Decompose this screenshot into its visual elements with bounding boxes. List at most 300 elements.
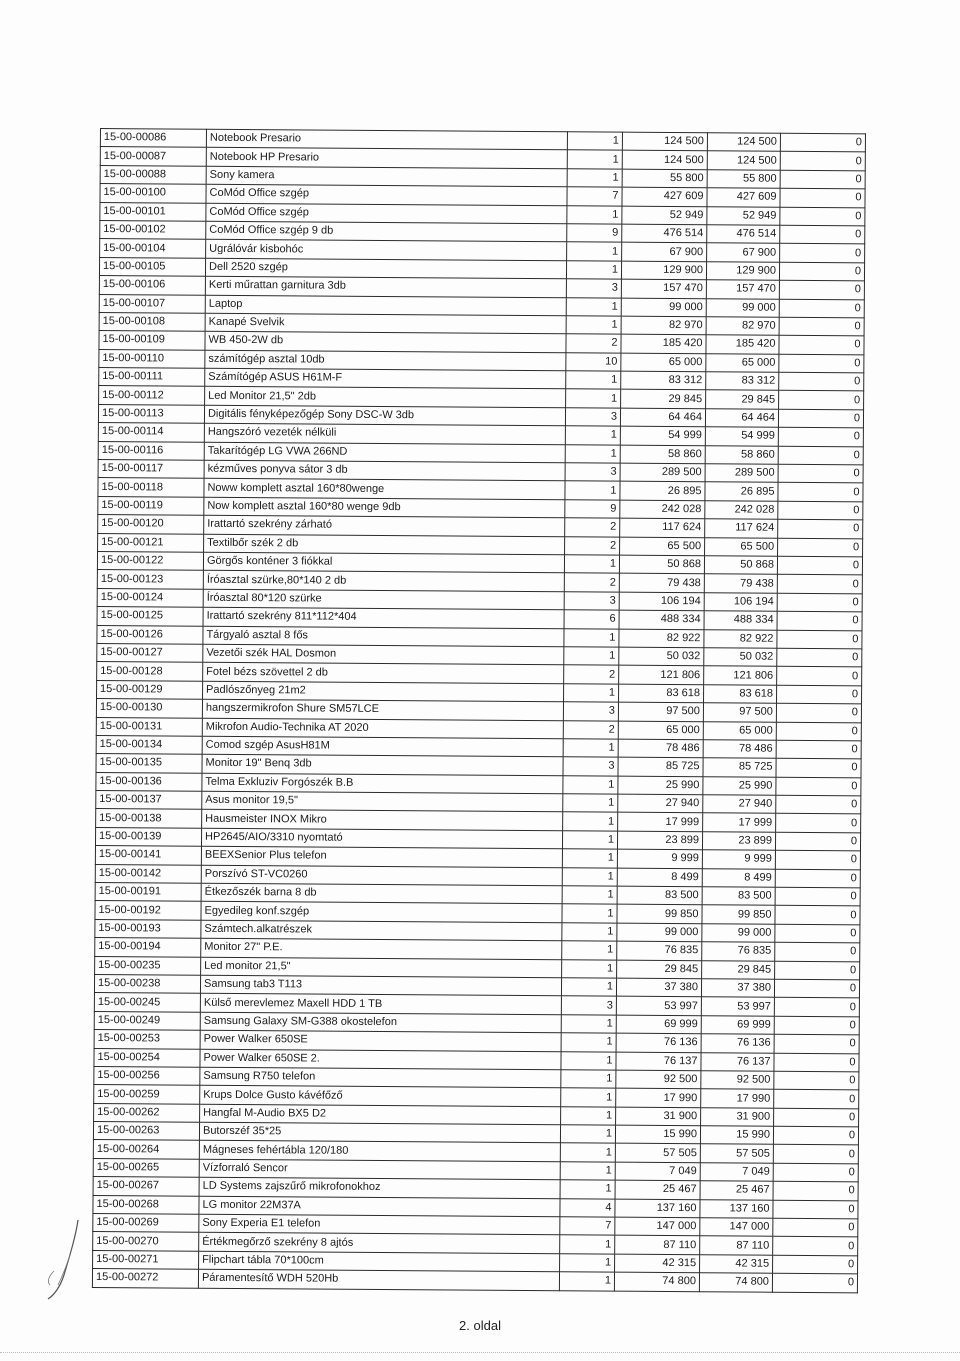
gross-value-cell: 42 315 xyxy=(615,1254,700,1273)
item-name-cell: Samsung R750 telefon xyxy=(200,1067,561,1088)
quantity-cell: 1 xyxy=(562,941,617,960)
gross-value-cell: 65 000 xyxy=(621,353,706,372)
net-value-cell: 0 xyxy=(773,1181,858,1200)
net-value-cell: 0 xyxy=(780,170,865,189)
depreciation-cell: 242 028 xyxy=(705,501,778,520)
item-name-cell: Monitor 19" Benq 3db xyxy=(202,755,563,776)
depreciation-cell: 67 900 xyxy=(707,243,780,262)
depreciation-cell: 87 110 xyxy=(700,1236,773,1255)
quantity-cell: 1 xyxy=(561,1051,616,1070)
gross-value-cell: 83 618 xyxy=(619,684,704,703)
depreciation-cell: 185 420 xyxy=(706,335,779,354)
item-name-cell: Vízforraló Sencor xyxy=(199,1159,560,1180)
scan-edge-noise xyxy=(0,1352,960,1355)
inventory-id-cell: 15-00-00102 xyxy=(100,220,206,239)
gross-value-cell: 29 845 xyxy=(621,390,706,409)
net-value-cell: 0 xyxy=(778,446,863,465)
item-name-cell: Hangszóró vezeték nélküli xyxy=(204,423,565,444)
depreciation-cell: 83 500 xyxy=(702,887,775,906)
item-name-cell: Telma Exkluziv Forgószék B.B xyxy=(202,773,563,794)
depreciation-cell: 29 845 xyxy=(702,960,775,979)
gross-value-cell: 17 990 xyxy=(616,1088,701,1107)
item-name-cell: CoMód Office szgép xyxy=(206,184,567,205)
inventory-id-cell: 15-00-00124 xyxy=(97,588,203,607)
net-value-cell: 0 xyxy=(773,1237,858,1256)
depreciation-cell: 83 618 xyxy=(704,684,777,703)
net-value-cell: 0 xyxy=(778,427,863,446)
net-value-cell: 0 xyxy=(777,556,862,575)
inventory-id-cell: 15-00-00256 xyxy=(94,1066,200,1085)
quantity-cell: 2 xyxy=(566,334,621,353)
gross-value-cell: 124 500 xyxy=(622,151,707,170)
quantity-cell: 2 xyxy=(563,720,618,739)
gross-value-cell: 129 900 xyxy=(621,261,706,280)
item-name-cell: Dell 2520 szgép xyxy=(205,258,566,279)
item-name-cell: Padlószőnyeg 21m2 xyxy=(203,681,564,702)
item-name-cell: Mágneses fehértábla 120/180 xyxy=(199,1141,560,1162)
gross-value-cell: 476 514 xyxy=(622,224,707,243)
net-value-cell: 0 xyxy=(775,887,860,906)
depreciation-cell: 83 312 xyxy=(706,372,779,391)
gross-value-cell: 124 500 xyxy=(622,132,707,151)
inventory-id-cell: 15-00-00109 xyxy=(99,331,205,350)
gross-value-cell: 15 990 xyxy=(615,1125,700,1144)
quantity-cell: 1 xyxy=(565,481,620,500)
inventory-id-cell: 15-00-00111 xyxy=(99,368,205,387)
quantity-cell: 1 xyxy=(564,555,619,574)
item-name-cell: Hausmeister INOX Mikro xyxy=(202,810,563,831)
gross-value-cell: 82 922 xyxy=(619,629,704,648)
depreciation-cell: 137 160 xyxy=(700,1199,773,1218)
inventory-id-cell: 15-00-00117 xyxy=(98,460,204,479)
gross-value-cell: 242 028 xyxy=(620,500,705,519)
net-value-cell: 0 xyxy=(780,244,865,263)
item-name-cell: Noww komplett asztal 160*80wenge xyxy=(204,479,565,500)
net-value-cell: 0 xyxy=(776,777,861,796)
net-value-cell: 0 xyxy=(779,280,864,299)
quantity-cell: 1 xyxy=(567,150,622,169)
inventory-id-cell: 15-00-00272 xyxy=(92,1269,198,1288)
net-value-cell: 0 xyxy=(775,961,860,980)
inventory-id-cell: 15-00-00262 xyxy=(94,1103,200,1122)
quantity-cell: 1 xyxy=(562,904,617,923)
quantity-cell: 1 xyxy=(562,831,617,850)
quantity-cell: 1 xyxy=(560,1180,615,1199)
gross-value-cell: 23 899 xyxy=(617,831,702,850)
inventory-id-cell: 15-00-00087 xyxy=(100,147,206,166)
gross-value-cell: 78 486 xyxy=(618,739,703,758)
inventory-id-cell: 15-00-00263 xyxy=(93,1122,199,1141)
quantity-cell: 2 xyxy=(564,573,619,592)
gross-value-cell: 117 624 xyxy=(620,518,705,537)
net-value-cell: 0 xyxy=(776,740,861,759)
net-value-cell: 0 xyxy=(773,1218,858,1237)
gross-value-cell: 9 999 xyxy=(617,849,702,868)
item-name-cell: Kanapé Svelvik xyxy=(205,313,566,334)
gross-value-cell: 289 500 xyxy=(620,463,705,482)
gross-value-cell: 55 800 xyxy=(622,169,707,188)
net-value-cell: 0 xyxy=(775,924,860,943)
item-name-cell: Irattartó szekrény 811*112*404 xyxy=(203,607,564,628)
quantity-cell: 1 xyxy=(567,169,622,188)
gross-value-cell: 58 860 xyxy=(620,445,705,464)
net-value-cell: 0 xyxy=(778,538,863,557)
gross-value-cell: 65 500 xyxy=(620,537,705,556)
gross-value-cell: 106 194 xyxy=(619,592,704,611)
depreciation-cell: 76 136 xyxy=(701,1034,774,1053)
inventory-id-cell: 15-00-00191 xyxy=(95,883,201,902)
inventory-id-cell: 15-00-00125 xyxy=(97,607,203,626)
depreciation-cell: 50 032 xyxy=(704,648,777,667)
net-value-cell: 0 xyxy=(774,1108,859,1127)
gross-value-cell: 137 160 xyxy=(615,1199,700,1218)
gross-value-cell: 25 990 xyxy=(618,776,703,795)
item-name-cell: Ugrálóvár kisbohóc xyxy=(206,240,567,261)
depreciation-cell: 476 514 xyxy=(707,225,780,244)
depreciation-cell: 69 999 xyxy=(701,1015,774,1034)
net-value-cell: 0 xyxy=(773,1163,858,1182)
gross-value-cell: 29 845 xyxy=(617,960,702,979)
gross-value-cell: 26 895 xyxy=(620,482,705,501)
quantity-cell: 1 xyxy=(560,1162,615,1181)
inventory-id-cell: 15-00-00264 xyxy=(93,1140,199,1159)
depreciation-cell: 64 464 xyxy=(705,409,778,428)
depreciation-cell: 76 835 xyxy=(702,942,775,961)
inventory-id-cell: 15-00-00138 xyxy=(96,809,202,828)
net-value-cell: 0 xyxy=(778,464,863,483)
gross-value-cell: 8 499 xyxy=(617,868,702,887)
quantity-cell: 2 xyxy=(565,536,620,555)
quantity-cell: 1 xyxy=(566,389,621,408)
depreciation-cell: 54 999 xyxy=(705,427,778,446)
depreciation-cell: 289 500 xyxy=(705,464,778,483)
depreciation-cell: 124 500 xyxy=(707,151,780,170)
net-value-cell: 0 xyxy=(774,1034,859,1053)
item-name-cell: Krups Dolce Gusto kávéfőző xyxy=(200,1086,561,1107)
inventory-id-cell: 15-00-00110 xyxy=(99,349,205,368)
gross-value-cell: 83 312 xyxy=(621,371,706,390)
quantity-cell: 3 xyxy=(565,408,620,427)
gross-value-cell: 76 136 xyxy=(616,1033,701,1052)
net-value-cell: 0 xyxy=(773,1126,858,1145)
net-value-cell: 0 xyxy=(778,501,863,520)
item-name-cell: Notebook HP Presario xyxy=(206,148,567,169)
quantity-cell: 1 xyxy=(562,867,617,886)
inventory-id-cell: 15-00-00113 xyxy=(98,404,204,423)
gross-value-cell: 97 500 xyxy=(618,702,703,721)
depreciation-cell: 488 334 xyxy=(704,611,777,630)
depreciation-cell: 117 624 xyxy=(705,519,778,538)
depreciation-cell: 42 315 xyxy=(700,1255,773,1274)
item-name-cell: Tárgyaló asztal 8 fős xyxy=(203,626,564,647)
item-name-cell: Now komplett asztal 160*80 wenge 9db xyxy=(204,497,565,518)
gross-value-cell: 99 000 xyxy=(617,923,702,942)
quantity-cell: 2 xyxy=(565,518,620,537)
depreciation-cell: 17 990 xyxy=(701,1089,774,1108)
gross-value-cell: 488 334 xyxy=(619,610,704,629)
gross-value-cell: 79 438 xyxy=(619,574,704,593)
depreciation-cell: 97 500 xyxy=(703,703,776,722)
net-value-cell: 0 xyxy=(777,667,862,686)
net-value-cell: 0 xyxy=(779,317,864,336)
depreciation-cell: 82 922 xyxy=(704,629,777,648)
item-name-cell: Comod szgép AsusH81M xyxy=(202,736,563,757)
page-number: 2. oldal xyxy=(459,1318,501,1333)
net-value-cell: 0 xyxy=(774,1071,859,1090)
gross-value-cell: 427 609 xyxy=(622,187,707,206)
item-name-cell: Étkezőszék barna 8 db xyxy=(201,883,562,904)
handwritten-mark xyxy=(40,1215,100,1305)
item-name-cell: Butorszéf 35*25 xyxy=(199,1122,560,1143)
quantity-cell: 1 xyxy=(566,260,621,279)
gross-value-cell: 53 997 xyxy=(616,996,701,1015)
net-value-cell: 0 xyxy=(774,1016,859,1035)
quantity-cell: 1 xyxy=(564,628,619,647)
gross-value-cell: 74 800 xyxy=(614,1272,699,1291)
item-name-cell: Led Monitor 21,5" 2db xyxy=(205,387,566,408)
gross-value-cell: 85 725 xyxy=(618,757,703,776)
depreciation-cell: 15 990 xyxy=(700,1126,773,1145)
net-value-cell: 0 xyxy=(775,906,860,925)
depreciation-cell: 7 049 xyxy=(700,1163,773,1182)
item-name-cell: Íróasztal 80*120 szürke xyxy=(203,589,564,610)
inventory-id-cell: 15-00-00271 xyxy=(93,1250,199,1269)
quantity-cell: 1 xyxy=(563,794,618,813)
inventory-id-cell: 15-00-00100 xyxy=(100,184,206,203)
inventory-id-cell: 15-00-00127 xyxy=(97,643,203,662)
depreciation-cell: 129 900 xyxy=(706,261,779,280)
depreciation-cell: 50 868 xyxy=(704,556,777,575)
net-value-cell: 0 xyxy=(780,152,865,171)
quantity-cell: 1 xyxy=(562,849,617,868)
gross-value-cell: 69 999 xyxy=(616,1015,701,1034)
net-value-cell: 0 xyxy=(774,1090,859,1109)
net-value-cell: 0 xyxy=(779,354,864,373)
gross-value-cell: 64 464 xyxy=(620,408,705,427)
item-name-cell: Laptop xyxy=(205,295,566,316)
inventory-id-cell: 15-00-00108 xyxy=(99,312,205,331)
inventory-id-cell: 15-00-00267 xyxy=(93,1177,199,1196)
quantity-cell: 1 xyxy=(565,426,620,445)
inventory-id-cell: 15-00-00121 xyxy=(98,533,204,552)
depreciation-cell: 52 949 xyxy=(707,206,780,225)
inventory-id-cell: 15-00-00106 xyxy=(99,276,205,295)
item-name-cell: Notebook Presario xyxy=(206,129,567,150)
item-name-cell: Értékmegőrző szekrény 8 ajtós xyxy=(199,1233,560,1254)
item-name-cell: Kerti műrattan garnitura 3db xyxy=(205,276,566,297)
quantity-cell: 10 xyxy=(566,352,621,371)
quantity-cell: 1 xyxy=(567,242,622,261)
gross-value-cell: 31 900 xyxy=(616,1107,701,1126)
gross-value-cell: 121 806 xyxy=(619,665,704,684)
net-value-cell: 0 xyxy=(777,611,862,630)
quantity-cell: 1 xyxy=(563,812,618,831)
quantity-cell: 9 xyxy=(565,500,620,519)
inventory-table xyxy=(92,128,866,1293)
item-name-cell: Számítógép ASUS H61M-F xyxy=(205,368,566,389)
depreciation-cell: 31 900 xyxy=(701,1107,774,1126)
depreciation-cell: 8 499 xyxy=(702,868,775,887)
gross-value-cell: 67 900 xyxy=(622,242,707,261)
inventory-id-cell: 15-00-00104 xyxy=(100,239,206,258)
inventory-id-cell: 15-00-00112 xyxy=(99,386,205,405)
quantity-cell: 1 xyxy=(562,886,617,905)
inventory-table-body xyxy=(92,129,865,1293)
item-name-cell: Samsung tab3 T113 xyxy=(200,975,561,996)
gross-value-cell: 99 000 xyxy=(621,298,706,317)
item-name-cell: Fotel bézs szövettel 2 db xyxy=(203,663,564,684)
inventory-id-cell: 15-00-00122 xyxy=(97,551,203,570)
gross-value-cell: 27 940 xyxy=(618,794,703,813)
item-name-cell: Irattartó szekrény zárható xyxy=(204,515,565,536)
inventory-id-cell: 15-00-00254 xyxy=(94,1048,200,1067)
item-name-cell: Led monitor 21,5" xyxy=(201,957,562,978)
depreciation-cell: 85 725 xyxy=(703,758,776,777)
net-value-cell: 0 xyxy=(776,685,861,704)
inventory-id-cell: 15-00-00086 xyxy=(100,129,206,148)
net-value-cell: 0 xyxy=(776,703,861,722)
inventory-id-cell: 15-00-00126 xyxy=(97,625,203,644)
item-name-cell: Sony kamera xyxy=(206,166,567,187)
quantity-cell: 3 xyxy=(566,279,621,298)
item-name-cell: Számtech.alkatrészek xyxy=(201,920,562,941)
item-name-cell: Asus monitor 19,5" xyxy=(202,791,563,812)
inventory-id-cell: 15-00-00101 xyxy=(100,202,206,221)
net-value-cell: 0 xyxy=(776,795,861,814)
quantity-cell: 1 xyxy=(564,647,619,666)
depreciation-cell: 99 000 xyxy=(702,924,775,943)
inventory-id-cell: 15-00-00114 xyxy=(98,423,204,442)
inventory-id-cell: 15-00-00269 xyxy=(93,1214,199,1233)
net-value-cell: 0 xyxy=(772,1273,857,1292)
quantity-cell: 1 xyxy=(561,1014,616,1033)
quantity-cell: 1 xyxy=(564,683,619,702)
item-name-cell: számítógép asztal 10db xyxy=(205,350,566,371)
gross-value-cell: 83 500 xyxy=(617,886,702,905)
inventory-id-cell: 15-00-00137 xyxy=(96,791,202,810)
net-value-cell: 0 xyxy=(777,630,862,649)
depreciation-cell: 82 970 xyxy=(706,317,779,336)
item-name-cell: Vezetői szék HAL Dosmon xyxy=(203,644,564,665)
depreciation-cell: 427 609 xyxy=(707,188,780,207)
quantity-cell: 4 xyxy=(560,1198,615,1217)
gross-value-cell: 87 110 xyxy=(615,1236,700,1255)
quantity-cell: 1 xyxy=(560,1254,615,1273)
depreciation-cell: 99 850 xyxy=(702,905,775,924)
inventory-id-cell: 15-00-00142 xyxy=(95,864,201,883)
quantity-cell: 1 xyxy=(562,923,617,942)
net-value-cell: 0 xyxy=(773,1255,858,1274)
depreciation-cell: 99 000 xyxy=(706,298,779,317)
depreciation-cell: 23 899 xyxy=(702,832,775,851)
item-name-cell: Power Walker 650SE 2. xyxy=(200,1049,561,1070)
gross-value-cell: 37 380 xyxy=(616,978,701,997)
net-value-cell: 0 xyxy=(778,519,863,538)
quantity-cell: 1 xyxy=(565,444,620,463)
depreciation-cell: 78 486 xyxy=(703,740,776,759)
inventory-id-cell: 15-00-00130 xyxy=(96,699,202,718)
inventory-id-cell: 15-00-00107 xyxy=(99,294,205,313)
gross-value-cell: 65 000 xyxy=(618,721,703,740)
depreciation-cell: 27 940 xyxy=(703,795,776,814)
net-value-cell: 0 xyxy=(775,850,860,869)
net-value-cell: 0 xyxy=(776,814,861,833)
depreciation-cell: 65 000 xyxy=(706,353,779,372)
depreciation-cell: 58 860 xyxy=(705,445,778,464)
depreciation-cell: 121 806 xyxy=(704,666,777,685)
net-value-cell: 0 xyxy=(775,869,860,888)
net-value-cell: 0 xyxy=(780,188,865,207)
quantity-cell: 1 xyxy=(559,1272,614,1291)
net-value-cell: 0 xyxy=(778,483,863,502)
item-name-cell: Porszívó ST-VC0260 xyxy=(201,865,562,886)
depreciation-cell: 26 895 xyxy=(705,482,778,501)
quantity-cell: 1 xyxy=(567,132,622,151)
item-name-cell: Páramentesítő WDH 520Hb xyxy=(198,1269,559,1290)
gross-value-cell: 157 470 xyxy=(621,279,706,298)
quantity-cell: 3 xyxy=(565,463,620,482)
item-name-cell: Samsung Galaxy SM-G388 okostelefon xyxy=(200,1012,561,1033)
inventory-id-cell: 15-00-00245 xyxy=(94,993,200,1012)
item-name-cell: LG monitor 22M37A xyxy=(199,1196,560,1217)
item-name-cell: Görgős konténer 3 fiókkal xyxy=(203,552,564,573)
net-value-cell: 0 xyxy=(779,262,864,281)
item-name-cell: Mikrofon Audio-Technika AT 2020 xyxy=(202,718,563,739)
net-value-cell: 0 xyxy=(779,391,864,410)
quantity-cell: 3 xyxy=(563,702,618,721)
inventory-id-cell: 15-00-00119 xyxy=(98,496,204,515)
quantity-cell: 9 xyxy=(567,224,622,243)
depreciation-cell: 9 999 xyxy=(702,850,775,869)
depreciation-cell: 74 800 xyxy=(699,1273,772,1292)
depreciation-cell: 76 137 xyxy=(701,1052,774,1071)
quantity-cell: 1 xyxy=(560,1235,615,1254)
depreciation-cell: 53 997 xyxy=(701,997,774,1016)
depreciation-cell: 147 000 xyxy=(700,1218,773,1237)
depreciation-cell: 65 500 xyxy=(705,537,778,556)
inventory-id-cell: 15-00-00249 xyxy=(94,1011,200,1030)
inventory-id-cell: 15-00-00192 xyxy=(95,901,201,920)
inventory-id-cell: 15-00-00259 xyxy=(94,1085,200,1104)
depreciation-cell: 79 438 xyxy=(704,574,777,593)
quantity-cell: 1 xyxy=(560,1125,615,1144)
item-name-cell: Sony Experia E1 telefon xyxy=(199,1214,560,1235)
net-value-cell: 0 xyxy=(774,979,859,998)
gross-value-cell: 54 999 xyxy=(620,426,705,445)
item-name-cell: Digitális fényképezőgép Sony DSC-W 3db xyxy=(204,405,565,426)
inventory-id-cell: 15-00-00141 xyxy=(95,846,201,865)
gross-value-cell: 185 420 xyxy=(621,334,706,353)
net-value-cell: 0 xyxy=(778,409,863,428)
item-name-cell: CoMód Office szgép xyxy=(206,203,567,224)
quantity-cell: 1 xyxy=(563,739,618,758)
quantity-cell: 7 xyxy=(567,187,622,206)
gross-value-cell: 76 835 xyxy=(617,941,702,960)
net-value-cell: 0 xyxy=(773,1200,858,1219)
net-value-cell: 0 xyxy=(779,299,864,318)
depreciation-cell: 25 990 xyxy=(703,776,776,795)
inventory-id-cell: 15-00-00265 xyxy=(93,1158,199,1177)
item-name-cell: Külső merevlemez Maxell HDD 1 TB xyxy=(200,994,561,1015)
net-value-cell: 0 xyxy=(777,575,862,594)
inventory-id-cell: 15-00-00270 xyxy=(93,1232,199,1251)
quantity-cell: 1 xyxy=(561,1088,616,1107)
net-value-cell: 0 xyxy=(775,832,860,851)
net-value-cell: 0 xyxy=(776,722,861,741)
depreciation-cell: 57 505 xyxy=(700,1144,773,1163)
item-name-cell: Takarítógép LG VWA 266ND xyxy=(204,442,565,463)
item-name-cell: hangszermikrofon Shure SM57LCE xyxy=(202,699,563,720)
